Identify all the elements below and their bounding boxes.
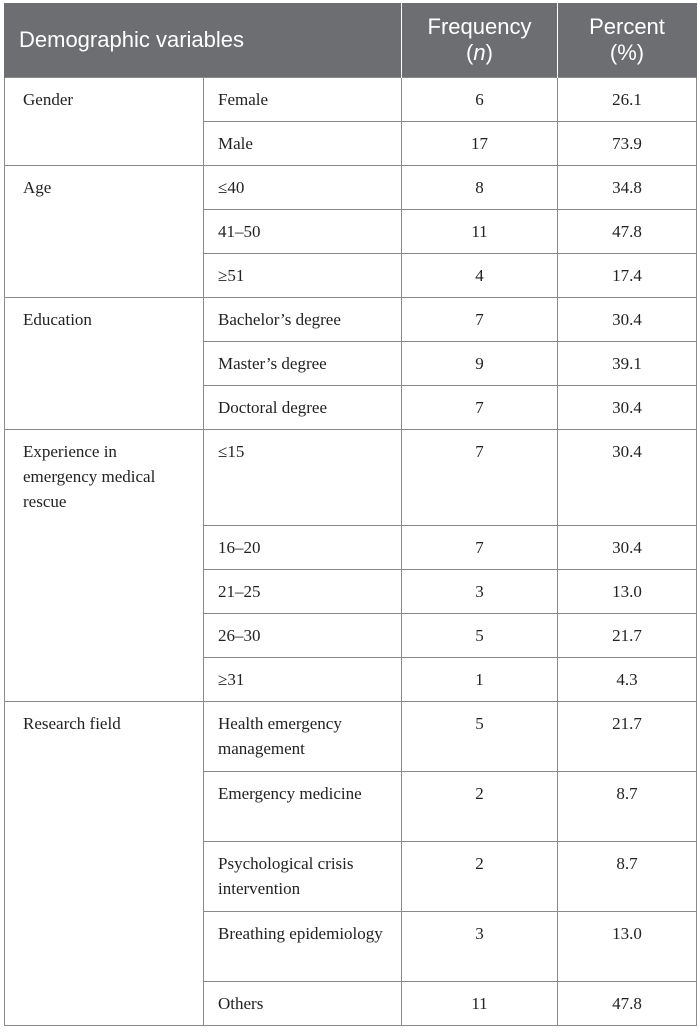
category-cell: ≥51 <box>204 254 402 298</box>
category-cell: ≤15 <box>204 430 402 526</box>
demographics-table <box>4 3 697 1026</box>
category-cell: ≤40 <box>204 166 402 210</box>
percent-cell: 13.0 <box>558 912 697 982</box>
header-frequency-symbol: n <box>473 40 486 65</box>
category-cell: Health emergency management <box>204 702 402 772</box>
category-cell: Breathing epidemiology <box>204 912 402 982</box>
header-frequency-label: Frequency <box>427 14 532 39</box>
variable-cell: Experience in emergency medical rescue <box>5 430 204 702</box>
frequency-cell: 7 <box>402 430 558 526</box>
frequency-cell: 6 <box>402 78 558 122</box>
category-cell: Others <box>204 982 402 1026</box>
table-row <box>5 78 697 122</box>
category-cell: 16–20 <box>204 526 402 570</box>
frequency-cell: 11 <box>402 982 558 1026</box>
frequency-cell: 7 <box>402 298 558 342</box>
frequency-cell: 7 <box>402 526 558 570</box>
variable-cell: Research field <box>5 702 204 1026</box>
header-percent <box>558 3 697 78</box>
frequency-cell: 7 <box>402 386 558 430</box>
category-cell: 41–50 <box>204 210 402 254</box>
table-header-row <box>5 3 697 78</box>
frequency-cell: 4 <box>402 254 558 298</box>
percent-cell: 30.4 <box>558 386 697 430</box>
percent-cell: 34.8 <box>558 166 697 210</box>
table-row <box>5 298 697 342</box>
frequency-cell: 9 <box>402 342 558 386</box>
percent-cell: 30.4 <box>558 526 697 570</box>
table-row <box>5 702 697 772</box>
frequency-cell: 3 <box>402 570 558 614</box>
category-cell: Bachelor’s degree <box>204 298 402 342</box>
percent-cell: 26.1 <box>558 78 697 122</box>
percent-cell: 21.7 <box>558 614 697 658</box>
category-cell: Psychological crisis intervention <box>204 842 402 912</box>
category-cell: Master’s degree <box>204 342 402 386</box>
header-percent-label: Percent <box>589 14 665 39</box>
percent-cell: 21.7 <box>558 702 697 772</box>
category-cell: Doctoral degree <box>204 386 402 430</box>
header-percent-unit: (%) <box>609 40 645 65</box>
frequency-cell: 5 <box>402 702 558 772</box>
frequency-cell: 5 <box>402 614 558 658</box>
percent-cell: 47.8 <box>558 982 697 1026</box>
variable-cell: Age <box>5 166 204 298</box>
table-row <box>5 430 697 526</box>
category-cell: 21–25 <box>204 570 402 614</box>
frequency-cell: 2 <box>402 842 558 912</box>
frequency-cell: 2 <box>402 772 558 842</box>
frequency-cell: 3 <box>402 912 558 982</box>
variable-cell: Gender <box>5 78 204 166</box>
percent-cell: 47.8 <box>558 210 697 254</box>
frequency-cell: 17 <box>402 122 558 166</box>
percent-cell: 13.0 <box>558 570 697 614</box>
percent-cell: 73.9 <box>558 122 697 166</box>
frequency-cell: 1 <box>402 658 558 702</box>
variable-cell: Education <box>5 298 204 430</box>
percent-cell: 39.1 <box>558 342 697 386</box>
frequency-cell: 11 <box>402 210 558 254</box>
table-row <box>5 166 697 210</box>
percent-cell: 8.7 <box>558 842 697 912</box>
percent-cell: 4.3 <box>558 658 697 702</box>
category-cell: Emergency medicine <box>204 772 402 842</box>
category-cell: ≥31 <box>204 658 402 702</box>
frequency-cell: 8 <box>402 166 558 210</box>
category-cell: Male <box>204 122 402 166</box>
percent-cell: 17.4 <box>558 254 697 298</box>
category-cell: 26–30 <box>204 614 402 658</box>
header-demographic-variables: Demographic variables <box>5 3 402 78</box>
percent-cell: 30.4 <box>558 298 697 342</box>
category-cell: Female <box>204 78 402 122</box>
header-frequency: Frequency (n) <box>402 3 558 78</box>
percent-cell: 8.7 <box>558 772 697 842</box>
percent-cell: 30.4 <box>558 430 697 526</box>
